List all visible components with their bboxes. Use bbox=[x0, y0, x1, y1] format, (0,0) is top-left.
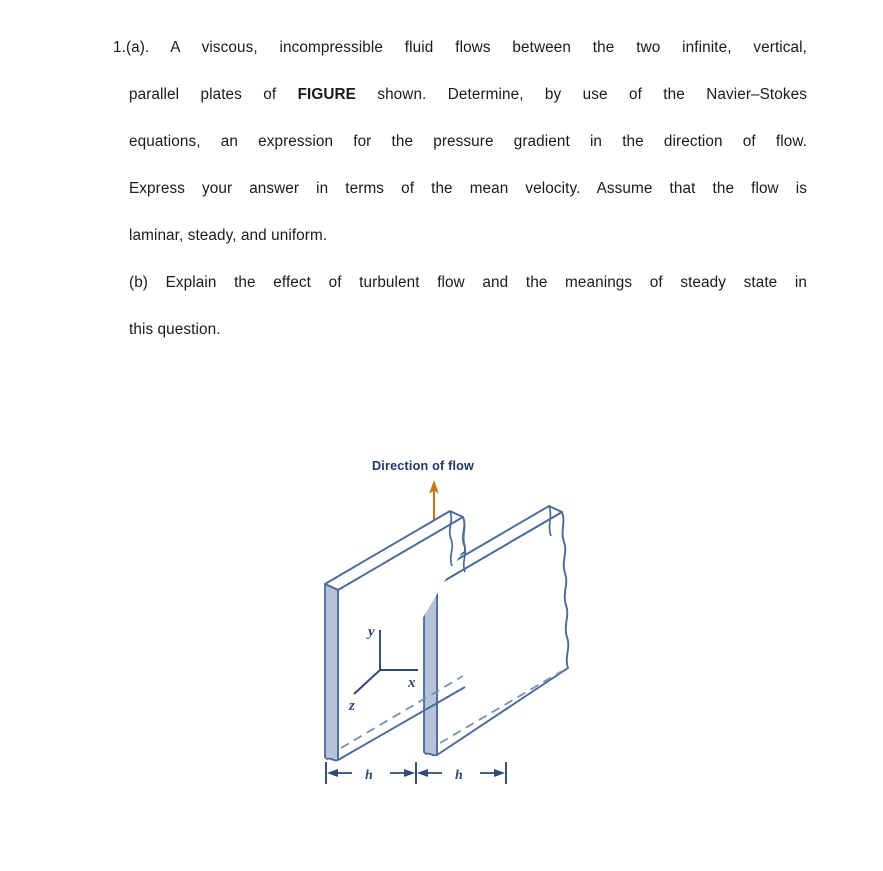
question-text-run: shown. Determine, by use of the Navier–Stokes bbox=[355, 86, 807, 103]
dimension-bar bbox=[326, 762, 506, 784]
x-axis-label: x bbox=[408, 675, 416, 691]
right-plate-top-break bbox=[549, 506, 551, 536]
question-text-run: this question. bbox=[129, 321, 221, 338]
question-line-1 bbox=[113, 24, 807, 71]
question-line-2 bbox=[113, 71, 807, 118]
question-text-run: Express your answer in terms of the mean velocity. Assume that the flow is bbox=[129, 180, 807, 197]
question-line-4 bbox=[113, 165, 807, 212]
question-text-run: parallel plates of bbox=[129, 86, 298, 103]
question-emphasis: FIGURE bbox=[297, 86, 356, 103]
dimension-label-h-2: h bbox=[455, 768, 463, 783]
dim-arrowhead-2-right bbox=[494, 769, 505, 777]
question-text-run: (b) Explain the effect of turbulent flow and the meanings of steady state in bbox=[129, 274, 807, 291]
question-text-run: 1.(a). A viscous, incompressible fluid flows between the two infinite, vertical, bbox=[113, 39, 807, 56]
dimension-label-h-1: h bbox=[365, 768, 373, 783]
question-line-5 bbox=[113, 212, 807, 259]
left-plate-near-edge bbox=[325, 584, 338, 760]
y-axis-label: y bbox=[368, 624, 375, 640]
question-text-run: equations, an expression for the pressure gradient in the direction of flow. bbox=[129, 133, 807, 150]
question-text-block bbox=[113, 24, 807, 353]
direction-of-flow-caption: Direction of flow bbox=[372, 459, 475, 473]
question-line-3 bbox=[113, 118, 807, 165]
question-line-6 bbox=[113, 259, 807, 306]
dim-arrowhead-2-left bbox=[417, 769, 428, 777]
question-line-7 bbox=[113, 306, 807, 353]
dim-arrowhead-1-left bbox=[327, 769, 338, 777]
z-axis-label: z bbox=[349, 698, 355, 714]
question-text-run: laminar, steady, and uniform. bbox=[129, 227, 328, 244]
dim-arrowhead-1-right bbox=[404, 769, 415, 777]
parallel-plates-figure bbox=[290, 440, 610, 810]
